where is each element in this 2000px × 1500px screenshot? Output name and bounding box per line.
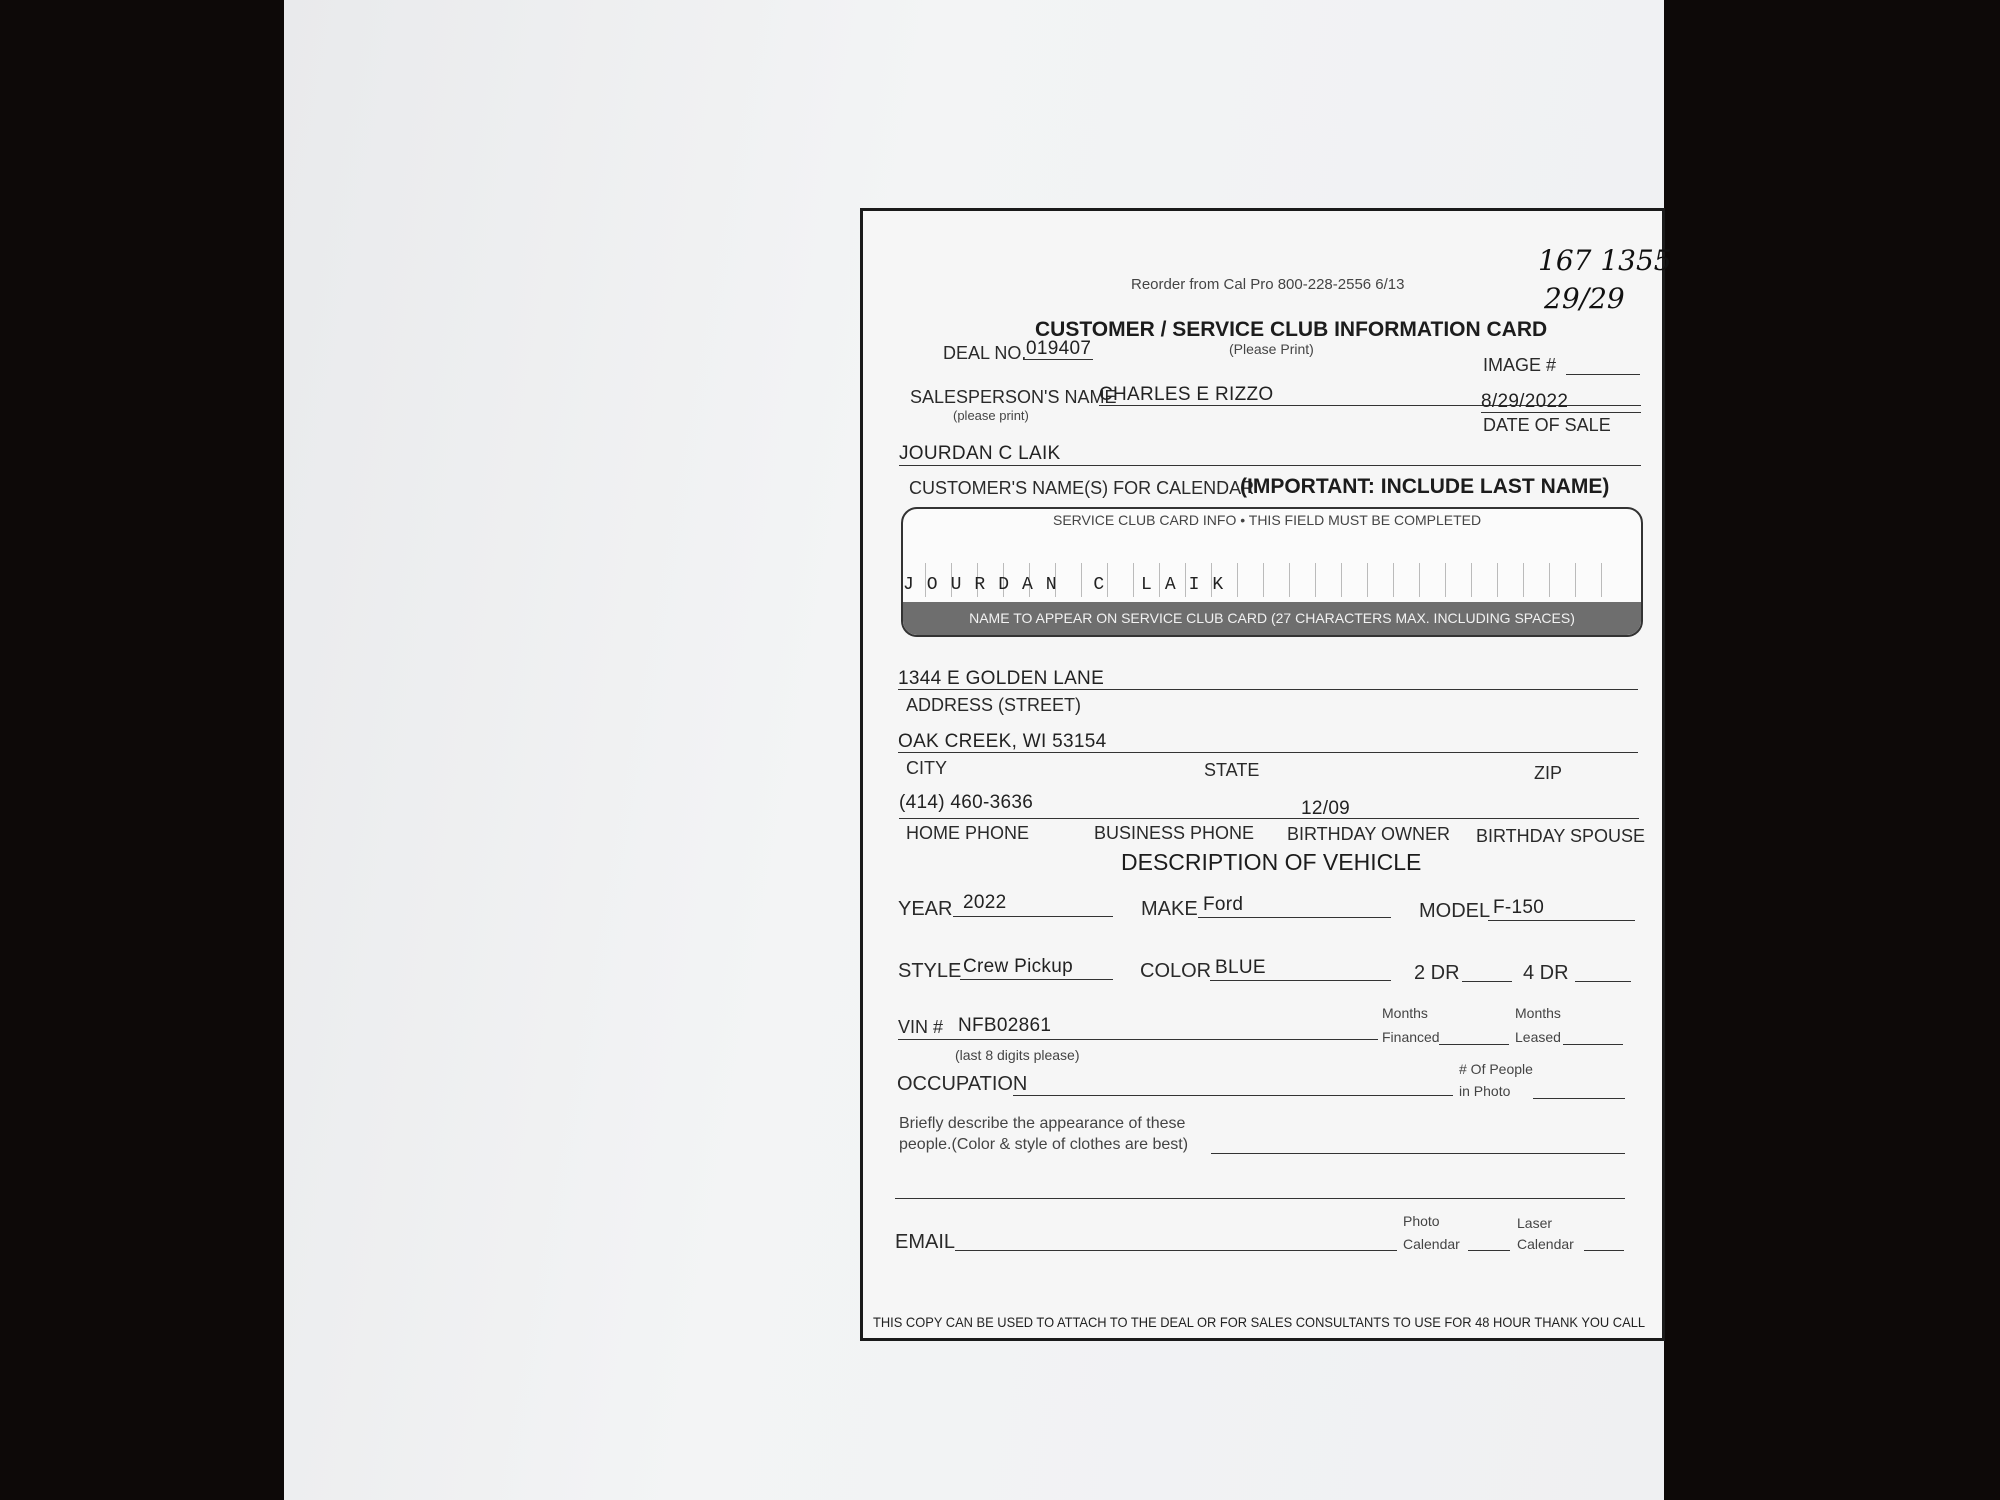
birthday-owner-field[interactable]: 12/09 xyxy=(1301,798,1351,819)
date-of-sale-line xyxy=(1481,412,1641,413)
people-in-photo-label: in Photo xyxy=(1459,1083,1511,1099)
laser-calendar-label: Calendar xyxy=(1517,1236,1574,1252)
street-address-label: ADDRESS (STREET) xyxy=(906,695,1082,715)
model-field[interactable]: F-150 xyxy=(1493,897,1545,918)
customer-name-field[interactable]: JOURDAN C LAIK xyxy=(899,443,1061,464)
salesperson-label: SALESPERSON'S NAME xyxy=(910,387,1117,407)
color-line xyxy=(1210,980,1391,981)
customer-name-line xyxy=(899,465,1641,466)
vin-field[interactable]: NFB02861 xyxy=(958,1015,1052,1036)
occupation-field[interactable] xyxy=(1013,1095,1453,1096)
model-label: MODEL xyxy=(1419,900,1491,922)
date-of-sale-label: DATE OF SALE xyxy=(1483,415,1611,435)
handwritten-note-top: 167 1355 xyxy=(1538,244,1672,277)
city-label: CITY xyxy=(906,758,948,778)
deal-no-field[interactable]: 019407 xyxy=(1026,338,1092,359)
date-of-sale-field[interactable]: 8/29/2022 xyxy=(1481,391,1569,412)
two-door-label: 2 DR xyxy=(1414,962,1460,984)
salesperson-field[interactable]: CHARLES E RIZZO xyxy=(1099,384,1274,405)
street-address-line xyxy=(898,689,1638,690)
deal-no-line xyxy=(1023,359,1093,360)
service-club-card xyxy=(860,208,1672,1341)
service-card-name-bar: NAME TO APPEAR ON SERVICE CLUB CARD (27 CHARACTERS MAX. INCLUDING SPACES) xyxy=(903,602,1641,635)
city-state-zip-field[interactable]: OAK CREEK, WI 53154 xyxy=(898,731,1107,752)
salesperson-sub-label: (please print) xyxy=(953,408,1029,423)
style-label: STYLE xyxy=(898,960,962,982)
style-line xyxy=(960,979,1113,980)
birthday-spouse-label: BIRTHDAY SPOUSE xyxy=(1476,826,1646,846)
laser-calendar-field[interactable] xyxy=(1584,1250,1624,1251)
make-line xyxy=(1198,917,1391,918)
style-field[interactable]: Crew Pickup xyxy=(963,956,1073,977)
months-leased-field[interactable] xyxy=(1563,1044,1623,1045)
deal-no-label: DEAL NO. xyxy=(943,343,1027,363)
reorder-note: Reorder from Cal Pro 800-228-2556 6/13 xyxy=(1131,276,1405,293)
months-financed-label-top: Months xyxy=(1382,1005,1428,1021)
model-line xyxy=(1488,920,1635,921)
paper-sheet xyxy=(284,0,1672,1500)
home-phone-field[interactable]: (414) 460-3636 xyxy=(899,792,1034,813)
zip-label: ZIP xyxy=(1534,763,1563,783)
describe-field-line2[interactable] xyxy=(895,1198,1625,1199)
color-label: COLOR xyxy=(1140,960,1212,982)
laser-calendar-label-top: Laser xyxy=(1517,1215,1553,1231)
months-leased-label: Leased xyxy=(1515,1029,1561,1045)
image-number-field[interactable] xyxy=(1566,374,1640,375)
vin-sub-label: (last 8 digits please) xyxy=(955,1047,1080,1063)
year-label: YEAR xyxy=(898,898,953,920)
handwritten-note-fraction: 29/29 xyxy=(1544,282,1625,315)
vin-label: VIN # xyxy=(898,1017,944,1037)
make-label: MAKE xyxy=(1141,898,1198,920)
image-number-label: IMAGE # xyxy=(1483,355,1557,375)
email-label: EMAIL xyxy=(895,1231,956,1253)
vin-line xyxy=(898,1039,1378,1040)
color-field[interactable]: BLUE xyxy=(1215,957,1266,978)
street-address-field[interactable]: 1344 E GOLDEN LANE xyxy=(898,668,1105,689)
describe-label-line2: people.(Color & style of clothes are best) xyxy=(899,1136,1189,1153)
service-club-box[interactable] xyxy=(901,507,1643,637)
people-in-photo-label-top: # Of People xyxy=(1459,1061,1533,1077)
four-door-label: 4 DR xyxy=(1523,962,1569,984)
service-info-label: SERVICE CLUB CARD INFO • THIS FIELD MUST BE COMPLETED xyxy=(1053,512,1482,528)
year-line xyxy=(953,916,1113,917)
business-phone-label: BUSINESS PHONE xyxy=(1094,823,1255,843)
service-card-name-field[interactable]: JOURDAN C LAIK xyxy=(903,575,1237,595)
photo-calendar-field[interactable] xyxy=(1468,1250,1510,1251)
city-line xyxy=(898,752,1638,753)
describe-field-line1[interactable] xyxy=(1211,1153,1625,1154)
months-leased-label-top: Months xyxy=(1515,1005,1561,1021)
make-field[interactable]: Ford xyxy=(1203,894,1244,915)
birthday-owner-label: BIRTHDAY OWNER xyxy=(1287,824,1451,844)
year-field[interactable]: 2022 xyxy=(963,892,1007,913)
footer-note: THIS COPY CAN BE USED TO ATTACH TO THE DEAL OR FOR SALES CONSULTANTS TO USE FOR 48 HOUR THANK YOU CALL xyxy=(873,1314,1646,1330)
describe-label-line1: Briefly describe the appearance of these xyxy=(899,1115,1186,1132)
form-title: CUSTOMER / SERVICE CLUB INFORMATION CARD xyxy=(1035,318,1548,341)
customer-name-label: CUSTOMER'S NAME(S) FOR CALENDAR xyxy=(909,478,1255,498)
occupation-label: OCCUPATION xyxy=(897,1073,1028,1095)
important-note: (IMPORTANT: INCLUDE LAST NAME) xyxy=(1240,475,1610,498)
four-door-field[interactable] xyxy=(1575,981,1631,982)
home-phone-label: HOME PHONE xyxy=(906,823,1030,843)
please-print-note: (Please Print) xyxy=(1229,341,1314,357)
people-in-photo-field[interactable] xyxy=(1533,1098,1625,1099)
months-financed-label: Financed xyxy=(1382,1029,1440,1045)
phone-line xyxy=(899,818,1639,819)
vehicle-section-heading: DESCRIPTION OF VEHICLE xyxy=(1121,849,1422,875)
email-field[interactable] xyxy=(955,1250,1397,1251)
months-financed-field[interactable] xyxy=(1439,1044,1509,1045)
state-label: STATE xyxy=(1204,760,1260,780)
photo-calendar-label: Calendar xyxy=(1403,1236,1460,1252)
photo-calendar-label-top: Photo xyxy=(1403,1213,1440,1229)
two-door-field[interactable] xyxy=(1462,981,1512,982)
